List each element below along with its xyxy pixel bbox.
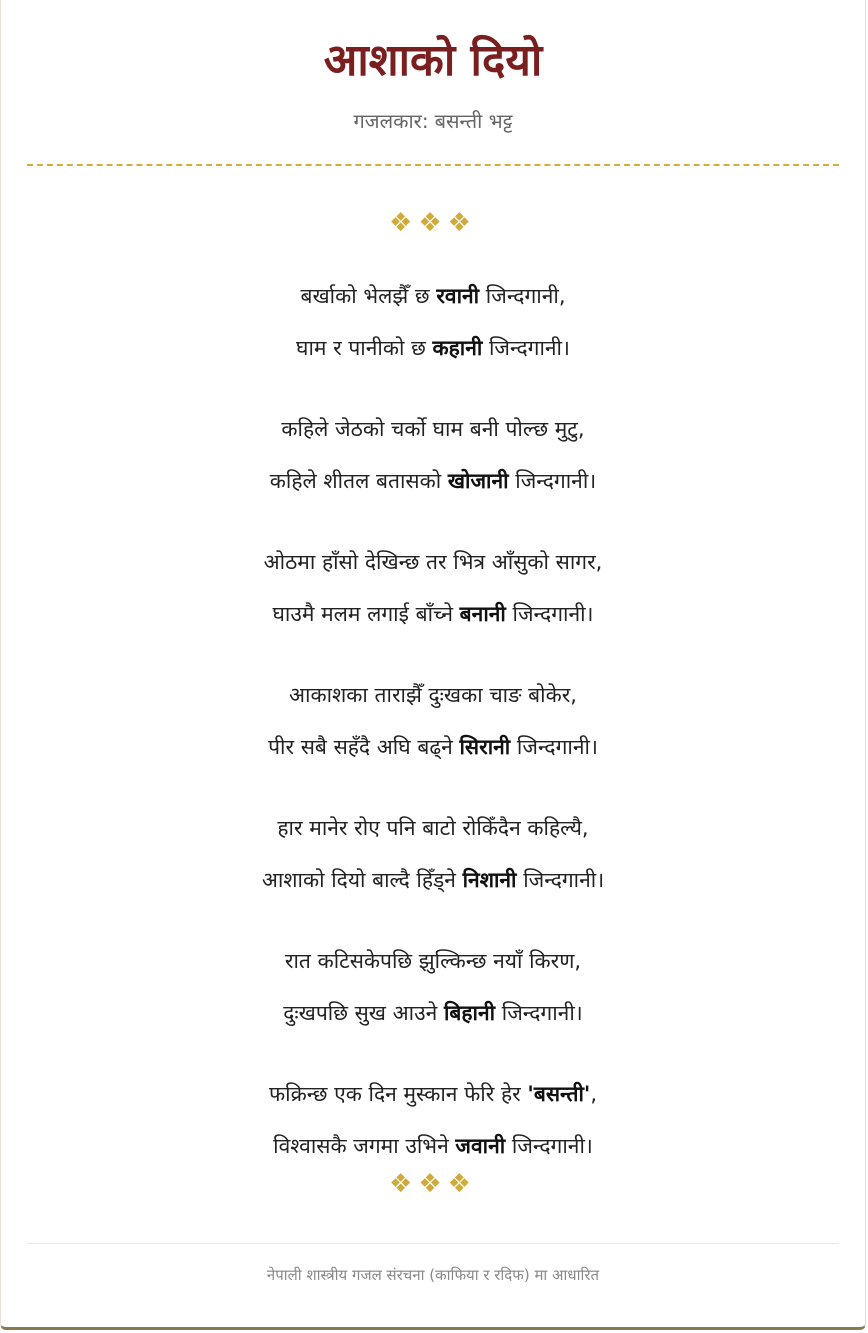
verse-line: घाम र पानीको छ कहानी जिन्दगानी। (296, 336, 570, 360)
footer-divider (27, 1243, 839, 1244)
verse-line: दुःखपछि सुख आउने बिहानी जिन्दगानी। (283, 1001, 583, 1025)
verse-line: घाउमै मलम लगाई बाँच्ने बनानी जिन्दगानी। (272, 602, 594, 626)
verse-line: पीर सबै सहँदै अघि बढ्ने सिरानी जिन्दगानी। (268, 735, 598, 759)
kafiya-word: खोजानी (447, 469, 509, 493)
author-label: गजलकार: (353, 109, 429, 133)
kafiya-word: जवानी (455, 1134, 506, 1158)
verse-line: हार मानेर रोए पनि बाटो रोकिँदैन कहिल्यै, (277, 816, 589, 840)
verse-line: आशाको दियो बाल्दै हिँड्ने निशानी जिन्दगानी। (261, 868, 605, 892)
couplet (1, 669, 865, 773)
kafiya-word: सिरानी (459, 735, 511, 759)
verses (1, 270, 865, 1201)
verse-line: आकाशका ताराझैँ दुःखका चाङ बोकेर, (288, 683, 577, 707)
ornament-top: ❖❖❖ (389, 208, 477, 238)
author-line (1, 104, 865, 138)
verse-line: विश्वासकै जगमा उभिने जवानी जिन्दगानी। (273, 1134, 593, 1158)
kafiya-word: कहानी (432, 336, 483, 360)
couplet (1, 270, 865, 374)
kafiya-word: निशानी (462, 868, 517, 892)
couplet (1, 536, 865, 640)
couplet (1, 935, 865, 1039)
footer-note: नेपाली शास्त्रीय गजल संरचना (काफिया र रदिफ) मा आधारित (266, 1266, 600, 1284)
kafiya-word: बिहानी (443, 1001, 496, 1025)
verse-line: ओठमा हाँसो देखिन्छ तर भित्र आँसुको सागर, (263, 550, 603, 574)
kafiya-word: बनानी (459, 602, 506, 626)
verse-line: कहिले जेठको चर्को घाम बनी पोल्छ मुटु, (281, 417, 585, 441)
couplet (1, 403, 865, 507)
verse-line: रात कटिसकेपछि झुल्किन्छ नयाँ किरण, (284, 949, 582, 973)
couplet (1, 802, 865, 906)
kafiya-word: 'बसन्ती' (527, 1082, 591, 1106)
verse-line: बर्खाको भेलझैँ छ रवानी जिन्दगानी, (300, 284, 566, 308)
dashed-divider (27, 164, 839, 166)
verse-line: फक्रिन्छ एक दिन मुस्कान फेरि हेर 'बसन्ती', (268, 1082, 598, 1106)
ornament-bottom: ❖❖❖ (389, 1169, 477, 1199)
couplet (1, 1068, 865, 1172)
poem-title: आशाको दियो (323, 35, 543, 86)
kafiya-word: रवानी (436, 284, 480, 308)
author-name: बसन्ती भट्ट (434, 109, 513, 133)
verse-line: कहिले शीतल बतासको खोजानी जिन्दगानी। (269, 469, 597, 493)
